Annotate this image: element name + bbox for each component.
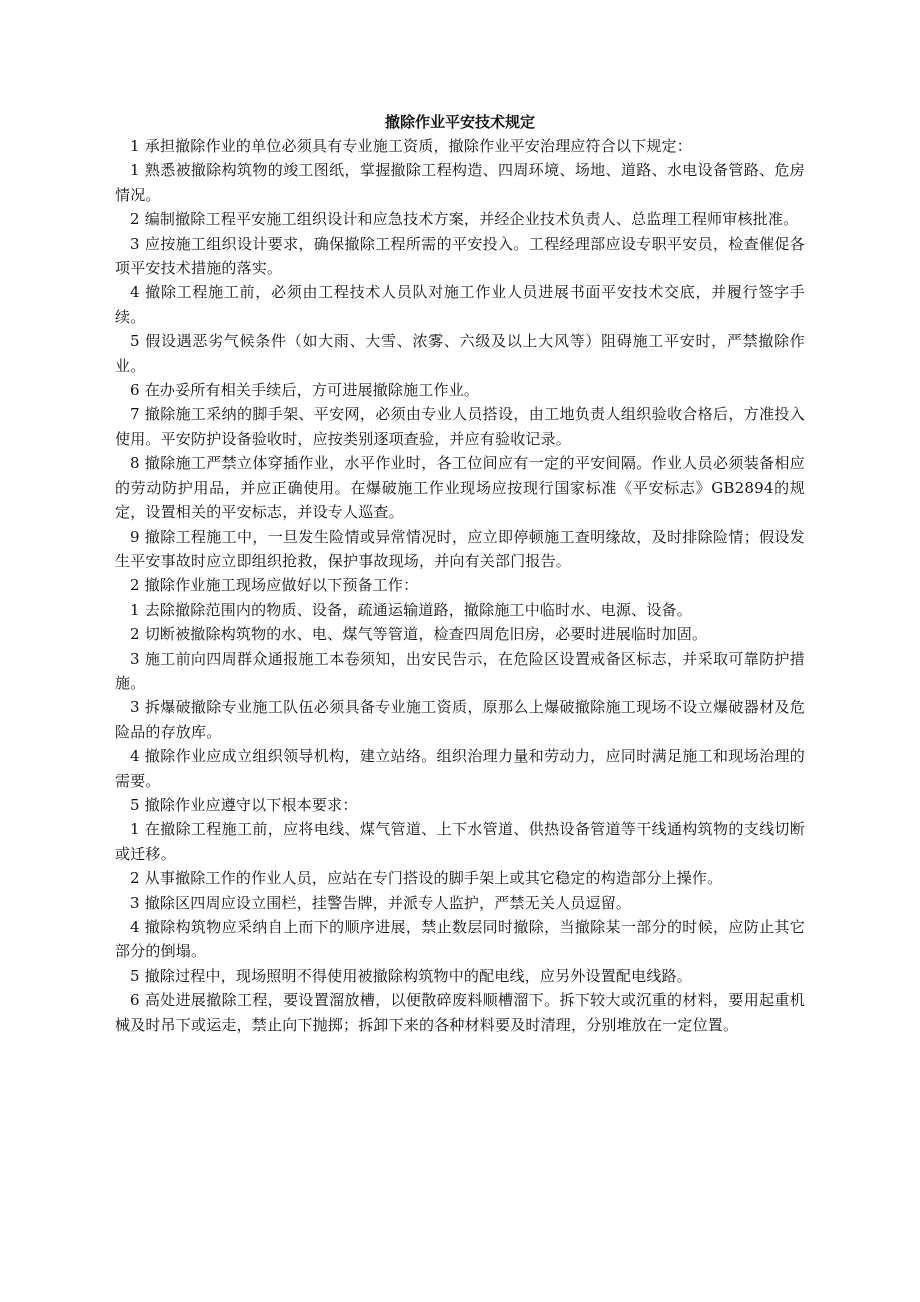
document-page <box>115 110 805 1037</box>
paragraph: 5 撤除过程中，现场照明不得使用被撤除构筑物中的配电线，应另外设置配电线路。 <box>130 966 692 985</box>
paragraph: 3 施工前向四周群众通报施工本卷须知，出安民告示，在危险区设置戒备区标志，并采取可靠防护措施。 <box>115 649 805 692</box>
paragraph: 6 在办妥所有相关手续后，方可进展撤除施工作业。 <box>130 381 480 400</box>
paragraph: 2 撤除作业施工现场应做好以下预备工作： <box>130 576 419 595</box>
paragraph: 2 编制撤除工程平安施工组织设计和应急技术方案，并经企业技术负责人、总监理工程师审核批准。 <box>130 210 799 229</box>
document-body <box>115 134 805 1037</box>
paragraph: 3 拆爆破撤除专业施工队伍必须具备专业施工资质，原那么上爆破撤除施工现场不设立爆破器材及危险品的存放库。 <box>115 698 805 741</box>
document-title: 撤除作业平安技术规定 <box>384 113 535 131</box>
paragraph: 4 撤除作业应成立组织领导机构，建立站络。组织治理力量和劳动力，应同时满足施工和现场治理的需要。 <box>115 747 805 790</box>
paragraph: 1 承担撤除作业的单位必须具有专业施工资质，撤除作业平安治理应符合以下规定： <box>130 137 692 155</box>
paragraph: 4 撤除工程施工前，必须由工程技术人员队对施工作业人员进展书面平安技术交底，并履行签字手续。 <box>115 283 805 326</box>
paragraph: 2 从事撤除工作的作业人员，应站在专门搭设的脚手架上或其它稳定的构造部分上操作。 <box>130 869 723 888</box>
paragraph: 1 去除撤除范围内的物质、设备，疏通运输道路，撤除施工中临时水、电源、设备。 <box>130 600 692 619</box>
paragraph: 1 在撤除工程施工前，应将电线、煤气管道、上下水管道、供热设备管道等干线通构筑物的支线切断或迁移。 <box>115 820 805 863</box>
paragraph: 7 撤除施工采纳的脚手架、平安网，必须由专业人员搭设，由工地负责人组织验收合格后，方准投入使用。平安防护设备验收时，应按类别逐项查验，并应有验收记录。 <box>115 405 805 448</box>
paragraph: 3 撤除区四周应设立围栏，挂警告牌，并派专人监护，严禁无关人员逗留。 <box>130 893 632 912</box>
paragraph: 4 撤除构筑物应采纳自上而下的顺序进展，禁止数层同时撤除，当撤除某一部分的时候，应防止其它部分的倒塌。 <box>115 918 805 961</box>
paragraph: 1 熟悉被撤除构筑物的竣工图纸，掌握撤除工程构造、四周环境、场地、道路、水电设备管路、危房情况。 <box>115 161 805 204</box>
paragraph: 3 应按施工组织设计要求，确保撤除工程所需的平安投入。工程经理部应设专职平安员，检查催促各项平安技术措施的落实。 <box>115 234 805 278</box>
paragraph: 5 撤除作业应遵守以下根本要求： <box>130 795 358 814</box>
paragraph: 2 切断被撤除构筑物的水、电、煤气等管道，检查四周危旧房，必要时进展临时加固。 <box>130 625 708 644</box>
paragraph: 9 撤除工程施工中，一旦发生险情或异常情况时，应立即停顿施工查明缘故，及时排除险情；假设发生平安事故时应立即组织抢救，保护事故现场，并向有关部门报告。 <box>115 527 805 570</box>
paragraph: 5 假设遇恶劣气候条件（如大雨、大雪、浓雾、六级及以上大风等）阻碍施工平安时，严禁撤除作业。 <box>115 332 805 375</box>
paragraph: 6 高处进展撤除工程，要设置溜放槽，以便散碎废料顺槽溜下。拆下较大或沉重的材料，要用起重机械及时吊下或运走，禁止向下抛掷；拆卸下来的各种材料要及时清理，分别堆放在一定位置。 <box>115 991 805 1034</box>
paragraph: 8 撤除施工严禁立体穿插作业，水平作业时，各工位间应有一定的平安间隔。作业人员必须装备相应的劳动防护用品，并应正确使用。在爆破施工作业现场应按现行国家标准《平安标志》GB2894的规定，设置相关的平安标志，并设专人巡查。 <box>115 454 805 522</box>
